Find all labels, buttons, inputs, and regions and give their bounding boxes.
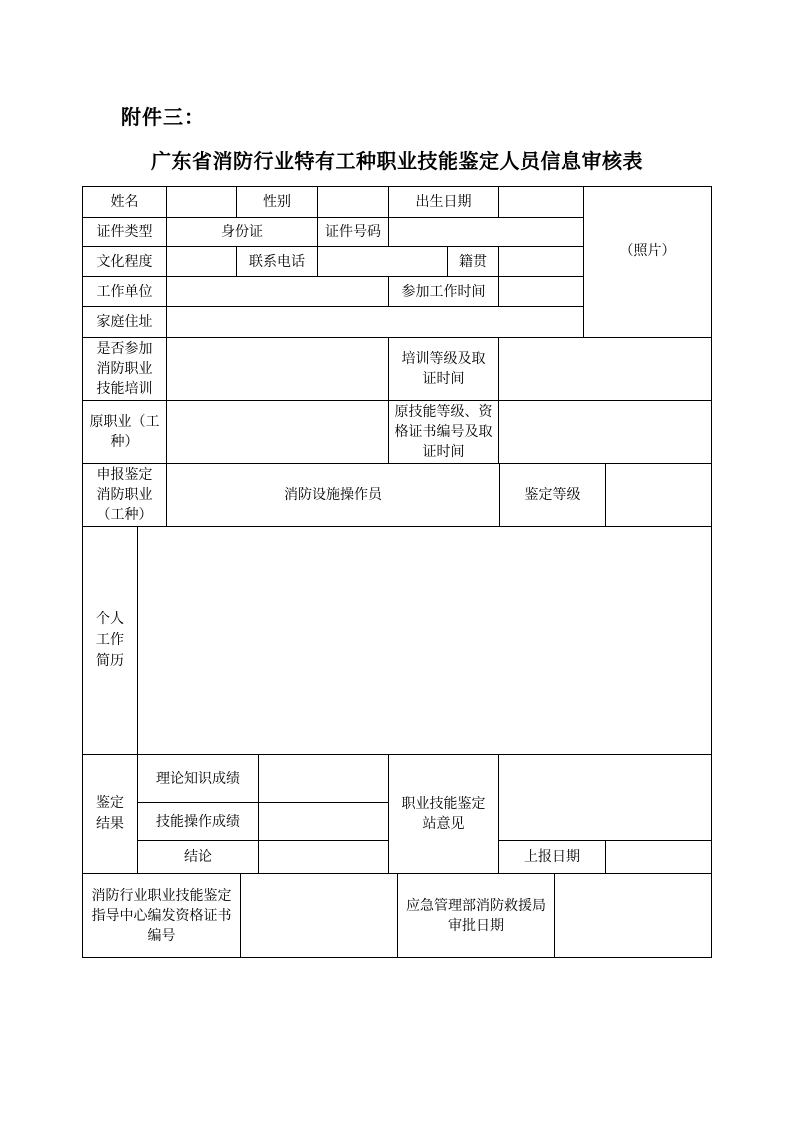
appraisal-level-label: 鉴定等级 [499, 463, 606, 527]
approval-date-field[interactable] [554, 873, 712, 958]
name-field[interactable] [166, 186, 237, 218]
training-level-field[interactable] [498, 337, 712, 401]
employer-field[interactable] [166, 276, 389, 307]
result-label: 鉴定结果 [82, 754, 138, 874]
appraisal-level-field[interactable] [605, 463, 712, 527]
phone-label: 联系电话 [236, 246, 318, 277]
conclusion-label: 结论 [137, 840, 259, 874]
employer-label: 工作单位 [82, 276, 167, 307]
apply-job-label: 申报鉴定消防职业（工种） [82, 463, 167, 527]
id-number-label: 证件号码 [317, 217, 389, 247]
id-number-field[interactable] [388, 217, 584, 247]
education-label: 文化程度 [82, 246, 167, 277]
photo-box[interactable]: （照片） [583, 186, 712, 338]
home-address-label: 家庭住址 [82, 306, 167, 338]
attachment-label: 附件三： [121, 105, 205, 129]
resume-label: 个人工作简历 [82, 526, 138, 755]
skill-score-field[interactable] [258, 802, 389, 841]
original-skill-field[interactable] [498, 400, 712, 464]
id-type-label: 证件类型 [82, 217, 167, 247]
report-date-label: 上报日期 [498, 840, 606, 874]
birth-date-label: 出生日期 [388, 186, 499, 218]
name-label: 姓名 [82, 186, 167, 218]
gender-field[interactable] [317, 186, 389, 218]
skill-score-label: 技能操作成绩 [137, 802, 259, 841]
id-type-field[interactable]: 身份证 [166, 217, 318, 247]
training-label: 是否参加消防职业技能培训 [82, 337, 167, 401]
education-field[interactable] [166, 246, 237, 277]
station-opinion-field[interactable] [498, 754, 712, 841]
certificate-no-field[interactable] [240, 873, 398, 958]
native-place-label: 籍贯 [447, 246, 499, 277]
conclusion-field[interactable] [258, 840, 389, 874]
gender-label: 性别 [236, 186, 318, 218]
certificate-no-label: 消防行业职业技能鉴定指导中心编发资格证书编号 [82, 873, 241, 958]
original-skill-label: 原技能等级、资格证书编号及取证时间 [388, 400, 499, 464]
birth-date-field[interactable] [498, 186, 584, 218]
work-start-field[interactable] [498, 276, 584, 307]
original-job-label: 原职业（工种） [82, 400, 167, 464]
phone-field[interactable] [317, 246, 448, 277]
home-address-field[interactable] [166, 306, 584, 338]
approval-date-label: 应急管理部消防救援局审批日期 [397, 873, 555, 958]
page-title: 广东省消防行业特有工种职业技能鉴定人员信息审核表 [151, 149, 643, 173]
training-field[interactable] [166, 337, 389, 401]
theory-score-label: 理论知识成绩 [137, 754, 259, 803]
original-job-field[interactable] [166, 400, 389, 464]
resume-field[interactable] [137, 526, 712, 755]
theory-score-field[interactable] [258, 754, 389, 803]
native-place-field[interactable] [498, 246, 584, 277]
apply-job-field[interactable]: 消防设施操作员 [166, 463, 500, 527]
station-opinion-label: 职业技能鉴定站意见 [388, 754, 499, 874]
report-date-field[interactable] [605, 840, 712, 874]
work-start-label: 参加工作时间 [388, 276, 499, 307]
training-level-label: 培训等级及取证时间 [388, 337, 499, 401]
